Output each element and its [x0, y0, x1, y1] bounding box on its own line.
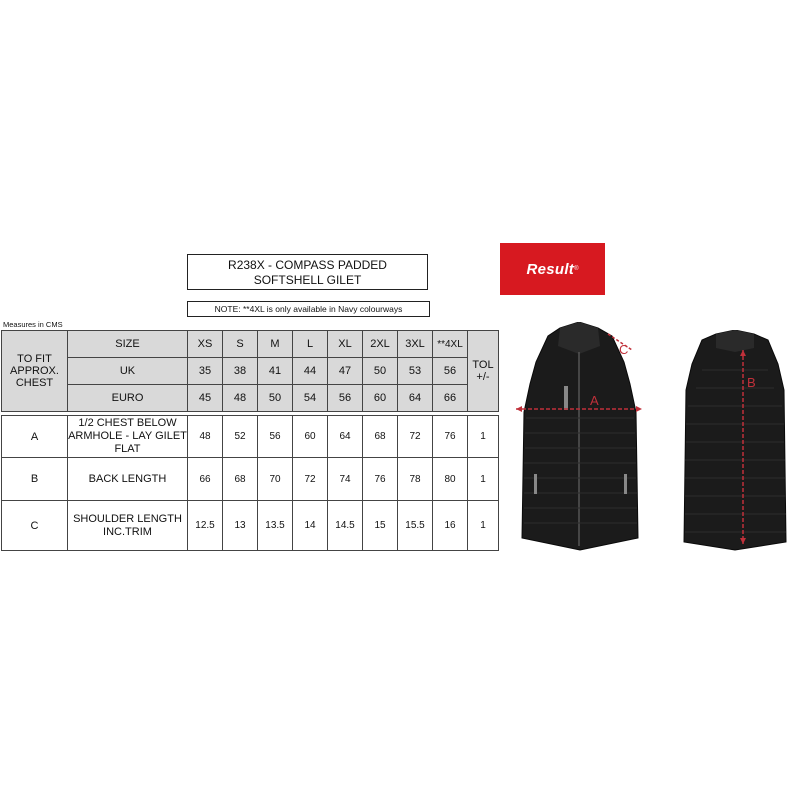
title-line-2: SOFTSHELL GILET: [253, 273, 362, 287]
row-description: SHOULDER LENGTH INC.TRIM: [68, 501, 188, 551]
size-cell: S: [223, 331, 258, 358]
euro-cell: 54: [293, 385, 328, 412]
uk-cell: 44: [293, 358, 328, 385]
availability-note: NOTE: **4XL is only available in Navy colourways: [187, 301, 430, 317]
tol-cell: 1: [468, 458, 499, 501]
value-cell: 68: [223, 458, 258, 501]
euro-cell: 48: [223, 385, 258, 412]
value-cell: 13.5: [258, 501, 293, 551]
value-cell: 74: [328, 458, 363, 501]
tol-cell: 1: [468, 416, 499, 458]
tol-header: TOL +/-: [468, 331, 499, 412]
value-cell: 13: [223, 501, 258, 551]
size-cell: L: [293, 331, 328, 358]
value-cell: 56: [258, 416, 293, 458]
tol-cell: 1: [468, 501, 499, 551]
uk-cell: 41: [258, 358, 293, 385]
uk-header: UK: [68, 358, 188, 385]
size-cell: 3XL: [398, 331, 433, 358]
uk-cell: 47: [328, 358, 363, 385]
size-table: [1, 330, 499, 551]
value-cell: 48: [188, 416, 223, 458]
size-cell: **4XL: [433, 331, 468, 358]
value-cell: 78: [398, 458, 433, 501]
table-row: [2, 458, 499, 501]
size-cell: XL: [328, 331, 363, 358]
value-cell: 14: [293, 501, 328, 551]
value-cell: 72: [398, 416, 433, 458]
row-code: A: [2, 416, 68, 458]
value-cell: 15: [363, 501, 398, 551]
row-code: C: [2, 501, 68, 551]
chart-title: [187, 254, 428, 290]
brand-logo: [500, 243, 605, 295]
row-code: B: [2, 458, 68, 501]
value-cell: 15.5: [398, 501, 433, 551]
label-c: C: [619, 342, 629, 357]
euro-cell: 64: [398, 385, 433, 412]
title-line-1: R238X - COMPASS PADDED: [228, 258, 387, 272]
euro-cell: 50: [258, 385, 293, 412]
uk-cell: 53: [398, 358, 433, 385]
value-cell: 66: [188, 458, 223, 501]
value-cell: 68: [363, 416, 398, 458]
table-row: [2, 416, 499, 458]
euro-cell: 56: [328, 385, 363, 412]
value-cell: 80: [433, 458, 468, 501]
size-cell: M: [258, 331, 293, 358]
value-cell: 76: [433, 416, 468, 458]
value-cell: 60: [293, 416, 328, 458]
value-cell: 64: [328, 416, 363, 458]
size-cell: XS: [188, 331, 223, 358]
uk-cell: 38: [223, 358, 258, 385]
euro-cell: 60: [363, 385, 398, 412]
table-row: [2, 501, 499, 551]
brand-logo-text: Result: [526, 260, 575, 278]
row-description: BACK LENGTH: [68, 458, 188, 501]
value-cell: 72: [293, 458, 328, 501]
label-a: A: [590, 393, 599, 408]
euro-cell: 66: [433, 385, 468, 412]
arrowhead-icon: [516, 406, 522, 412]
uk-cell: 50: [363, 358, 398, 385]
euro-cell: 45: [188, 385, 223, 412]
euro-header: EURO: [68, 385, 188, 412]
size-header: SIZE: [68, 331, 188, 358]
measures-unit: Measures in CMS: [3, 320, 63, 329]
gilet-back-image: [680, 330, 790, 552]
value-cell: 52: [223, 416, 258, 458]
value-cell: 12.5: [188, 501, 223, 551]
label-b: B: [747, 375, 756, 390]
value-cell: 70: [258, 458, 293, 501]
arrowhead-icon: [636, 406, 642, 412]
value-cell: 76: [363, 458, 398, 501]
value-cell: 16: [433, 501, 468, 551]
uk-cell: 56: [433, 358, 468, 385]
fit-chest-header: TO FIT APPROX. CHEST: [2, 331, 68, 412]
registered-mark: ®: [574, 266, 579, 272]
size-cell: 2XL: [363, 331, 398, 358]
uk-cell: 35: [188, 358, 223, 385]
row-description: 1/2 CHEST BELOW ARMHOLE - LAY GILET FLAT: [68, 416, 188, 458]
value-cell: 14.5: [328, 501, 363, 551]
